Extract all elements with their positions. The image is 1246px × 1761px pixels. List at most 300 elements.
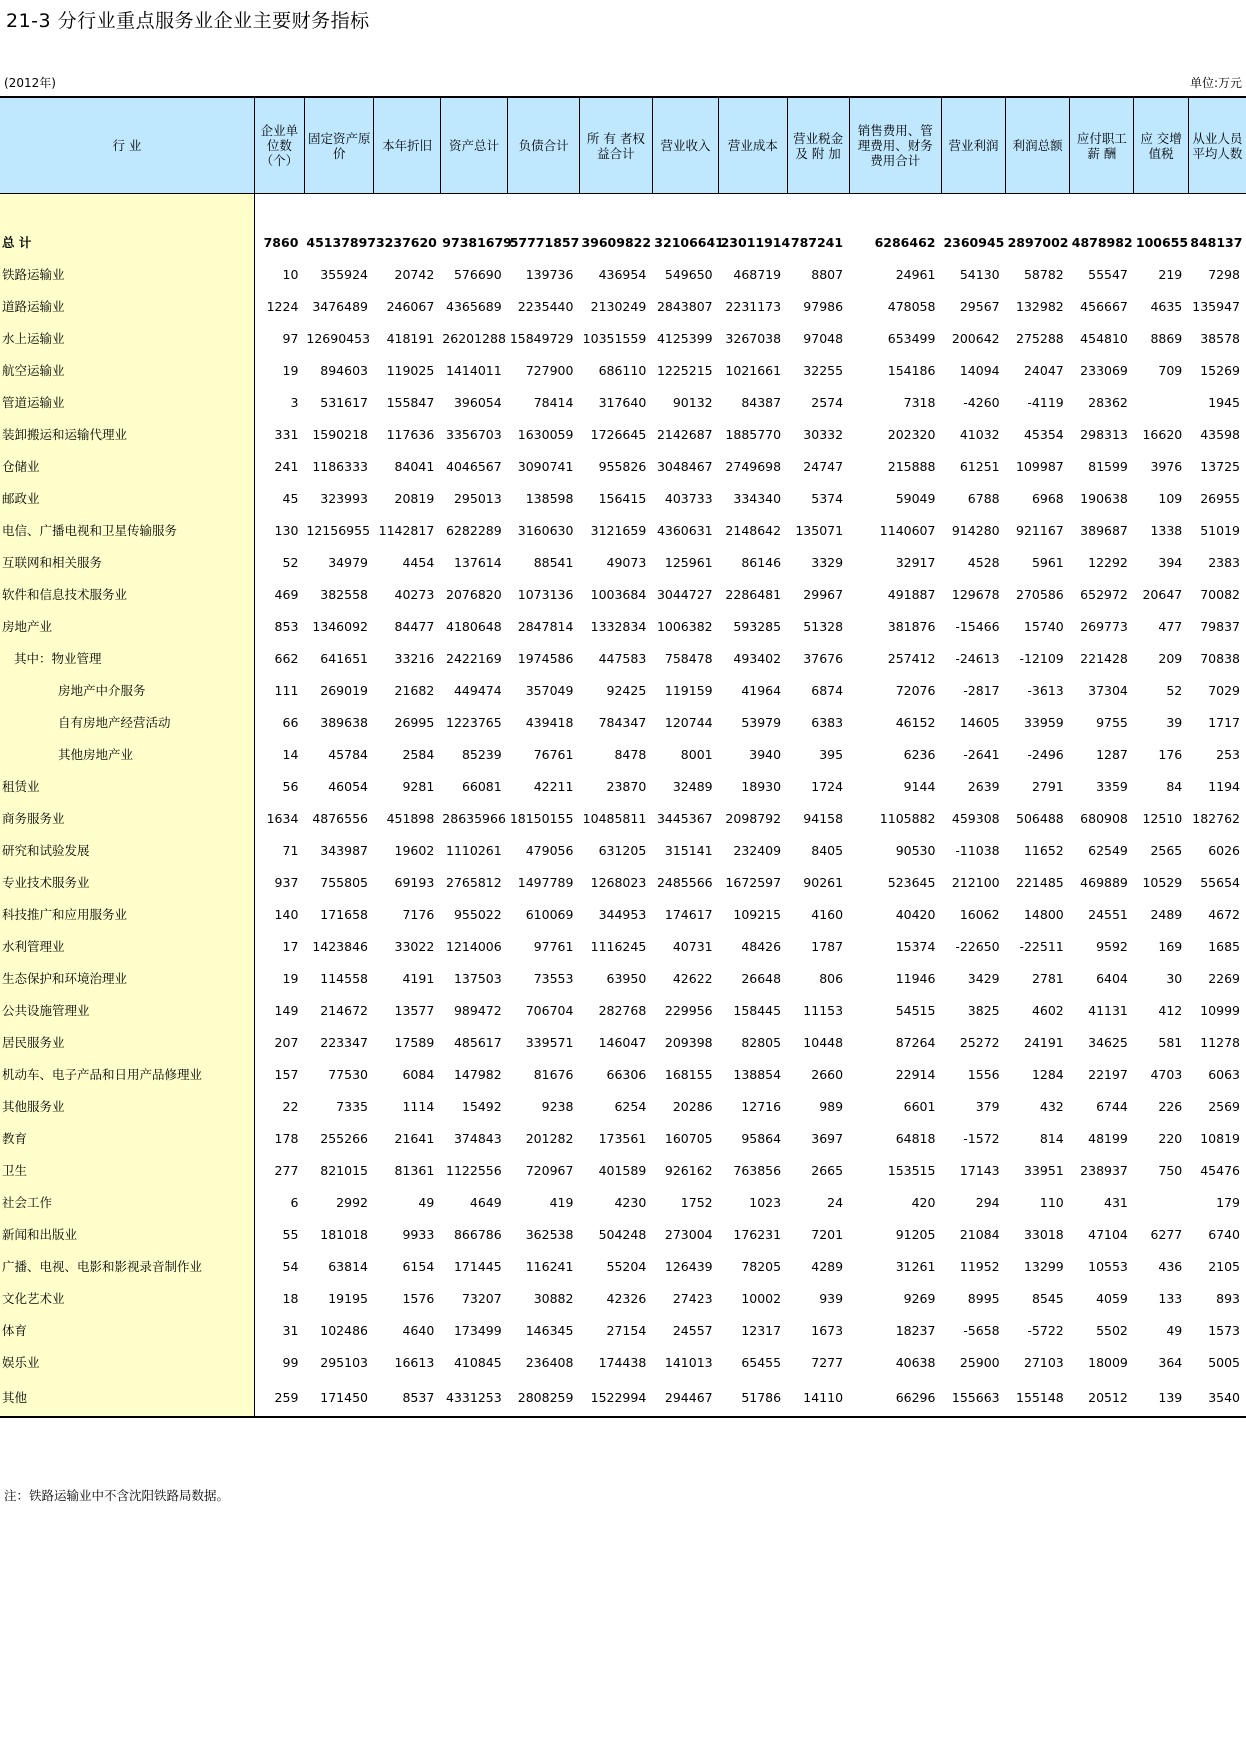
- value-cell: 1021661: [725, 362, 782, 378]
- value-cell: 15374: [895, 938, 936, 954]
- value-cell: 1497789: [517, 874, 574, 890]
- value-cell: 90261: [803, 874, 844, 890]
- value-cell: 2098792: [725, 810, 782, 826]
- value-cell: 1885770: [725, 426, 782, 442]
- value-cell: 28362: [1088, 394, 1128, 410]
- value-cell: 155847: [386, 394, 435, 410]
- spacer-cell: [440, 194, 507, 227]
- value-cell: 13725: [1200, 458, 1240, 474]
- value-cell: 43598: [1200, 426, 1240, 442]
- value-cell: 1724: [811, 778, 844, 794]
- table-row: [0, 1122, 1246, 1154]
- spacer-cell: [1070, 194, 1134, 227]
- table-row: [0, 674, 1246, 706]
- industry-name: 自有房地产经营活动: [0, 706, 254, 738]
- industry-name: 其他服务业: [0, 1090, 254, 1122]
- value-cell: 229956: [664, 1002, 713, 1018]
- value-cell: 5005: [1208, 1354, 1240, 1370]
- value-cell: 28635966: [442, 810, 506, 826]
- industry-name: 文化艺术业: [0, 1282, 254, 1314]
- value-cell: 62549: [1088, 842, 1128, 858]
- value-cell: 55: [282, 1226, 299, 1242]
- value-cell: 381876: [887, 618, 936, 634]
- value-cell: 270586: [1016, 586, 1064, 602]
- value-cell: 42211: [533, 778, 574, 794]
- value-cell: 4876556: [312, 810, 368, 826]
- table-row: [0, 1090, 1246, 1122]
- value-cell: 76761: [533, 746, 574, 762]
- value-cell: 4649: [469, 1194, 502, 1210]
- value-cell: 2235440: [517, 298, 574, 314]
- value-cell: 331: [274, 426, 299, 442]
- value-cell: 51019: [1200, 522, 1240, 538]
- value-cell: 54515: [895, 1002, 936, 1018]
- value-cell: 806: [819, 970, 844, 986]
- value-cell: 146047: [598, 1034, 647, 1050]
- value-cell: 49: [1166, 1322, 1183, 1338]
- value-cell: 221428: [1080, 650, 1128, 666]
- value-cell: 401589: [598, 1162, 647, 1178]
- value-cell: 41131: [1088, 1002, 1128, 1018]
- value-cell: 92425: [606, 682, 647, 698]
- value-cell: 4289: [811, 1258, 844, 1274]
- spacer-cell: [508, 194, 580, 227]
- value-cell: 38578: [1200, 330, 1240, 346]
- table-row: [0, 418, 1246, 450]
- value-cell: 1214006: [446, 938, 502, 954]
- column-header: 资产总计: [440, 97, 507, 194]
- value-cell: 87264: [895, 1034, 936, 1050]
- value-cell: 47104: [1088, 1226, 1128, 1242]
- value-cell: 97986: [803, 298, 844, 314]
- value-cell: 27423: [672, 1290, 713, 1306]
- value-cell: 10351559: [582, 330, 647, 346]
- value-cell: -22511: [1019, 938, 1064, 954]
- value-cell: -4260: [963, 394, 1000, 410]
- value-cell: 468719: [733, 266, 782, 282]
- value-cell: 477: [1158, 618, 1183, 634]
- value-cell: 2843807: [656, 298, 713, 314]
- value-cell: 19602: [394, 842, 435, 858]
- value-cell: 90530: [895, 842, 936, 858]
- value-cell: 32489: [672, 778, 713, 794]
- value-cell: 70082: [1200, 586, 1240, 602]
- value-cell: 6286462: [874, 234, 936, 250]
- table-header: [0, 97, 1246, 194]
- table-row: [0, 386, 1246, 418]
- value-cell: 97381679: [442, 234, 512, 250]
- value-cell: 7335: [336, 1098, 368, 1114]
- industry-name: 娱乐业: [0, 1346, 254, 1378]
- value-cell: 432: [1039, 1098, 1064, 1114]
- value-cell: 7298: [1208, 266, 1240, 282]
- value-cell: 19: [282, 970, 299, 986]
- value-cell: 4046567: [446, 458, 502, 474]
- industry-name: 仓储业: [0, 450, 254, 482]
- value-cell: 147982: [453, 1066, 502, 1082]
- value-cell: 8537: [374, 1378, 440, 1417]
- value-cell: 202320: [887, 426, 936, 442]
- value-cell: 1717: [1208, 714, 1240, 730]
- value-cell: 2765812: [446, 874, 502, 890]
- value-cell: 1105882: [879, 810, 936, 826]
- value-cell: 33216: [394, 650, 435, 666]
- value-cell: 21641: [394, 1130, 435, 1146]
- column-header: 固定资产原 价: [304, 97, 374, 194]
- value-cell: 1346092: [312, 618, 368, 634]
- value-cell: 11946: [895, 970, 936, 986]
- spacer-cell: [254, 194, 304, 227]
- value-cell: 1726645: [590, 426, 647, 442]
- value-cell: 12317: [741, 1322, 782, 1338]
- value-cell: 207: [274, 1034, 299, 1050]
- value-cell: 23011914: [720, 234, 791, 250]
- table-row: [0, 1346, 1246, 1378]
- column-header: 营业收入: [652, 97, 718, 194]
- value-cell: 41032: [959, 426, 1000, 442]
- value-cell: 2992: [336, 1194, 368, 1210]
- value-cell: 223347: [320, 1034, 368, 1050]
- table-row: [0, 290, 1246, 322]
- value-cell: 3121659: [590, 522, 647, 538]
- value-cell: 2565: [1150, 842, 1183, 858]
- value-cell: 24047: [1023, 362, 1064, 378]
- value-cell: 53979: [741, 714, 782, 730]
- value-cell: 403733: [664, 490, 713, 506]
- value-cell: 4454: [402, 554, 435, 570]
- value-cell: 3: [290, 394, 299, 410]
- value-cell: 132982: [1016, 298, 1064, 314]
- value-cell: 13577: [394, 1002, 435, 1018]
- value-cell: 3329: [811, 554, 844, 570]
- value-cell: 2148642: [725, 522, 782, 538]
- value-cell: 1122556: [446, 1162, 502, 1178]
- value-cell: 1338: [1150, 522, 1183, 538]
- value-cell: 171658: [320, 906, 368, 922]
- value-cell: 1522994: [579, 1378, 652, 1417]
- table-row: [0, 1314, 1246, 1346]
- value-cell: 1140607: [879, 522, 936, 538]
- value-cell: 97: [282, 330, 299, 346]
- value-cell: 32917: [895, 554, 936, 570]
- value-cell: 7860: [263, 234, 299, 250]
- value-cell: [1134, 386, 1188, 418]
- value-cell: 2142687: [656, 426, 713, 442]
- value-cell: -2817: [963, 682, 1000, 698]
- value-cell: 3445367: [656, 810, 713, 826]
- value-cell: 139736: [525, 266, 574, 282]
- value-cell: 8405: [811, 842, 844, 858]
- value-cell: 1576: [402, 1290, 435, 1306]
- value-cell: 3697: [811, 1130, 844, 1146]
- value-cell: 58782: [1023, 266, 1064, 282]
- value-cell: 15492: [461, 1098, 502, 1114]
- industry-name: 互联网和相关服务: [0, 546, 254, 578]
- value-cell: 81676: [533, 1066, 574, 1082]
- value-cell: 49: [418, 1194, 435, 1210]
- value-cell: 109987: [1016, 458, 1064, 474]
- value-cell: 40638: [895, 1354, 936, 1370]
- value-cell: -11038: [955, 842, 1000, 858]
- industry-name: 房地产中介服务: [0, 674, 254, 706]
- value-cell: 17: [282, 938, 299, 954]
- value-cell: 593285: [733, 618, 782, 634]
- table-row: [0, 482, 1246, 514]
- value-cell: 111: [274, 682, 299, 698]
- footnote: 注：铁路运输业中不含沈阳铁路局数据。: [4, 1488, 230, 1503]
- value-cell: 382558: [320, 586, 368, 602]
- value-cell: 549650: [664, 266, 713, 282]
- column-header: 营业税金及 附 加: [787, 97, 849, 194]
- spacer-cell: [1006, 194, 1070, 227]
- value-cell: 37676: [803, 650, 844, 666]
- value-cell: 95864: [741, 1130, 782, 1146]
- value-cell: 298313: [1080, 426, 1128, 442]
- value-cell: 178: [274, 1130, 299, 1146]
- value-cell: -2496: [1027, 746, 1064, 762]
- value-cell: 6063: [1208, 1066, 1240, 1082]
- value-cell: 116241: [525, 1258, 574, 1274]
- value-cell: 1268023: [590, 874, 647, 890]
- value-cell: 355924: [320, 266, 368, 282]
- value-cell: 295013: [453, 490, 502, 506]
- value-cell: 14605: [959, 714, 1000, 730]
- value-cell: 631205: [598, 842, 647, 858]
- value-cell: 12292: [1088, 554, 1128, 570]
- value-cell: 989: [819, 1098, 844, 1114]
- value-cell: 219: [1158, 266, 1183, 282]
- spacer-row: [0, 194, 1246, 227]
- value-cell: 2665: [811, 1162, 844, 1178]
- column-header: 本年折旧: [374, 97, 440, 194]
- value-cell: -22650: [955, 938, 1000, 954]
- value-cell: 3048467: [656, 458, 713, 474]
- value-cell: 418191: [386, 330, 435, 346]
- column-header: 销售费用、管理费用、财务费用合计: [849, 97, 941, 194]
- value-cell: 19195: [328, 1290, 368, 1306]
- value-cell: 6282289: [446, 522, 502, 538]
- value-cell: 1194: [1208, 778, 1240, 794]
- value-cell: 610069: [525, 906, 574, 922]
- industry-name: 研究和试验发展: [0, 834, 254, 866]
- value-cell: 255266: [320, 1130, 368, 1146]
- value-cell: 8478: [614, 746, 647, 762]
- value-cell: 396054: [453, 394, 502, 410]
- value-cell: 459308: [951, 810, 1000, 826]
- value-cell: 55204: [606, 1258, 647, 1274]
- value-cell: 138854: [733, 1066, 782, 1082]
- value-cell: 66306: [606, 1066, 647, 1082]
- value-cell: 45137897: [306, 234, 376, 250]
- value-cell: -24613: [955, 650, 1000, 666]
- value-cell: 1945: [1208, 394, 1240, 410]
- value-cell: 117636: [386, 426, 435, 442]
- value-cell: 22197: [1088, 1066, 1128, 1082]
- value-cell: 709: [1158, 362, 1183, 378]
- industry-name: 租赁业: [0, 770, 254, 802]
- value-cell: 158445: [733, 1002, 782, 1018]
- value-cell: 6154: [402, 1258, 435, 1274]
- value-cell: 2847814: [517, 618, 574, 634]
- value-cell: 9592: [1096, 938, 1128, 954]
- value-cell: 8001: [680, 746, 713, 762]
- value-cell: 10002: [741, 1290, 782, 1306]
- value-cell: 171450: [304, 1378, 374, 1417]
- value-cell: 24551: [1088, 906, 1128, 922]
- value-cell: 26648: [741, 970, 782, 986]
- value-cell: 2639: [967, 778, 1000, 794]
- table-row: [0, 898, 1246, 930]
- value-cell: 40420: [895, 906, 936, 922]
- column-header: 负债合计: [508, 97, 580, 194]
- value-cell: 2569: [1208, 1098, 1240, 1114]
- value-cell: 1116245: [590, 938, 647, 954]
- value-cell: 10553: [1088, 1258, 1128, 1274]
- value-cell: 4230: [614, 1194, 647, 1210]
- value-cell: 10485811: [582, 810, 647, 826]
- value-cell: 26995: [394, 714, 435, 730]
- value-cell: 653499: [887, 330, 936, 346]
- value-cell: 56: [282, 778, 299, 794]
- table-row: [0, 1250, 1246, 1282]
- value-cell: 273004: [664, 1226, 713, 1242]
- value-cell: 439418: [525, 714, 574, 730]
- value-cell: 126439: [664, 1258, 713, 1274]
- value-cell: 1672597: [725, 874, 782, 890]
- value-cell: 40273: [394, 586, 435, 602]
- value-cell: 955826: [598, 458, 647, 474]
- value-cell: 344953: [598, 906, 647, 922]
- value-cell: 21682: [394, 682, 435, 698]
- value-cell: 2360945: [943, 234, 1005, 250]
- value-cell: 339571: [525, 1034, 574, 1050]
- value-cell: 4703: [1150, 1066, 1183, 1082]
- value-cell: 389687: [1080, 522, 1128, 538]
- table-row: [0, 1154, 1246, 1186]
- value-cell: 135947: [1192, 298, 1240, 314]
- value-cell: 238937: [1080, 1162, 1128, 1178]
- value-cell: 5502: [1096, 1322, 1128, 1338]
- value-cell: 1003684: [590, 586, 647, 602]
- value-cell: 64818: [895, 1130, 936, 1146]
- value-cell: 894603: [320, 362, 368, 378]
- value-cell: 787241: [790, 234, 844, 250]
- value-cell: 73207: [461, 1290, 502, 1306]
- value-cell: 39: [1166, 714, 1183, 730]
- table-row: [0, 354, 1246, 386]
- value-cell: 269019: [320, 682, 368, 698]
- value-cell: 2383: [1208, 554, 1240, 570]
- value-cell: 1423846: [312, 938, 368, 954]
- value-cell: 3090741: [517, 458, 574, 474]
- value-cell: 55654: [1200, 874, 1240, 890]
- table-row: [0, 834, 1246, 866]
- value-cell: 51786: [719, 1378, 787, 1417]
- column-header: 应付职工薪 酬: [1070, 97, 1134, 194]
- value-cell: 2076820: [446, 586, 502, 602]
- value-cell: 63814: [328, 1258, 368, 1274]
- value-cell: 154186: [887, 362, 936, 378]
- value-cell: 100655: [1135, 234, 1189, 250]
- value-cell: 70838: [1200, 650, 1240, 666]
- column-header: 营业成本: [719, 97, 787, 194]
- value-cell: 1110261: [446, 842, 502, 858]
- value-cell: 431: [1104, 1194, 1128, 1210]
- value-cell: 374843: [453, 1130, 502, 1146]
- value-cell: 4528: [967, 554, 1000, 570]
- value-cell: 9281: [402, 778, 435, 794]
- value-cell: 22: [282, 1098, 299, 1114]
- value-cell: 379: [975, 1098, 1000, 1114]
- value-cell: 54: [282, 1258, 299, 1274]
- value-cell: 84387: [741, 394, 782, 410]
- value-cell: 97048: [803, 330, 844, 346]
- value-cell: 1630059: [517, 426, 574, 442]
- value-cell: 45476: [1200, 1162, 1240, 1178]
- value-cell: 853: [274, 618, 299, 634]
- value-cell: 99: [282, 1354, 299, 1370]
- value-cell: 135071: [795, 522, 844, 538]
- spacer-cell: [0, 194, 254, 227]
- value-cell: 34625: [1088, 1034, 1128, 1050]
- value-cell: 4635: [1150, 298, 1183, 314]
- table-row: [0, 1282, 1246, 1314]
- industry-name: 房地产业: [0, 610, 254, 642]
- value-cell: 436954: [598, 266, 647, 282]
- value-cell: 13299: [1023, 1258, 1064, 1274]
- value-cell: 2584: [402, 746, 435, 762]
- value-cell: 12716: [741, 1098, 782, 1114]
- value-cell: 4878982: [1071, 234, 1133, 250]
- value-cell: 33022: [394, 938, 435, 954]
- value-cell: 171445: [453, 1258, 502, 1274]
- value-cell: 34979: [328, 554, 368, 570]
- value-cell: 1114: [402, 1098, 435, 1114]
- value-cell: 1332834: [590, 618, 647, 634]
- value-cell: 153515: [887, 1162, 936, 1178]
- value-cell: 109: [1158, 490, 1183, 506]
- value-cell: 12690453: [306, 330, 371, 346]
- value-cell: 449474: [453, 682, 502, 698]
- value-cell: 66081: [461, 778, 502, 794]
- value-cell: 1073136: [517, 586, 574, 602]
- value-cell: -1572: [963, 1130, 1000, 1146]
- value-cell: 257412: [887, 650, 936, 666]
- value-cell: 71: [282, 842, 299, 858]
- industry-name: 道路运输业: [0, 290, 254, 322]
- value-cell: 41964: [741, 682, 782, 698]
- value-cell: 133: [1158, 1290, 1183, 1306]
- value-cell: 478058: [887, 298, 936, 314]
- value-cell: 523645: [887, 874, 936, 890]
- value-cell: 157: [274, 1066, 299, 1082]
- value-cell: 4365689: [446, 298, 502, 314]
- value-cell: 4191: [402, 970, 435, 986]
- value-cell: 49073: [606, 554, 647, 570]
- value-cell: 3540: [1188, 1378, 1246, 1417]
- value-cell: 3044727: [656, 586, 713, 602]
- value-cell: 479056: [525, 842, 574, 858]
- industry-name: 装卸搬运和运输代理业: [0, 418, 254, 450]
- value-cell: 1225215: [656, 362, 713, 378]
- value-cell: 137614: [453, 554, 502, 570]
- spacer-cell: [579, 194, 652, 227]
- value-cell: 6: [290, 1194, 299, 1210]
- spacer-cell: [1188, 194, 1246, 227]
- value-cell: 42326: [606, 1290, 647, 1306]
- value-cell: 3359: [1096, 778, 1128, 794]
- value-cell: 277: [274, 1162, 299, 1178]
